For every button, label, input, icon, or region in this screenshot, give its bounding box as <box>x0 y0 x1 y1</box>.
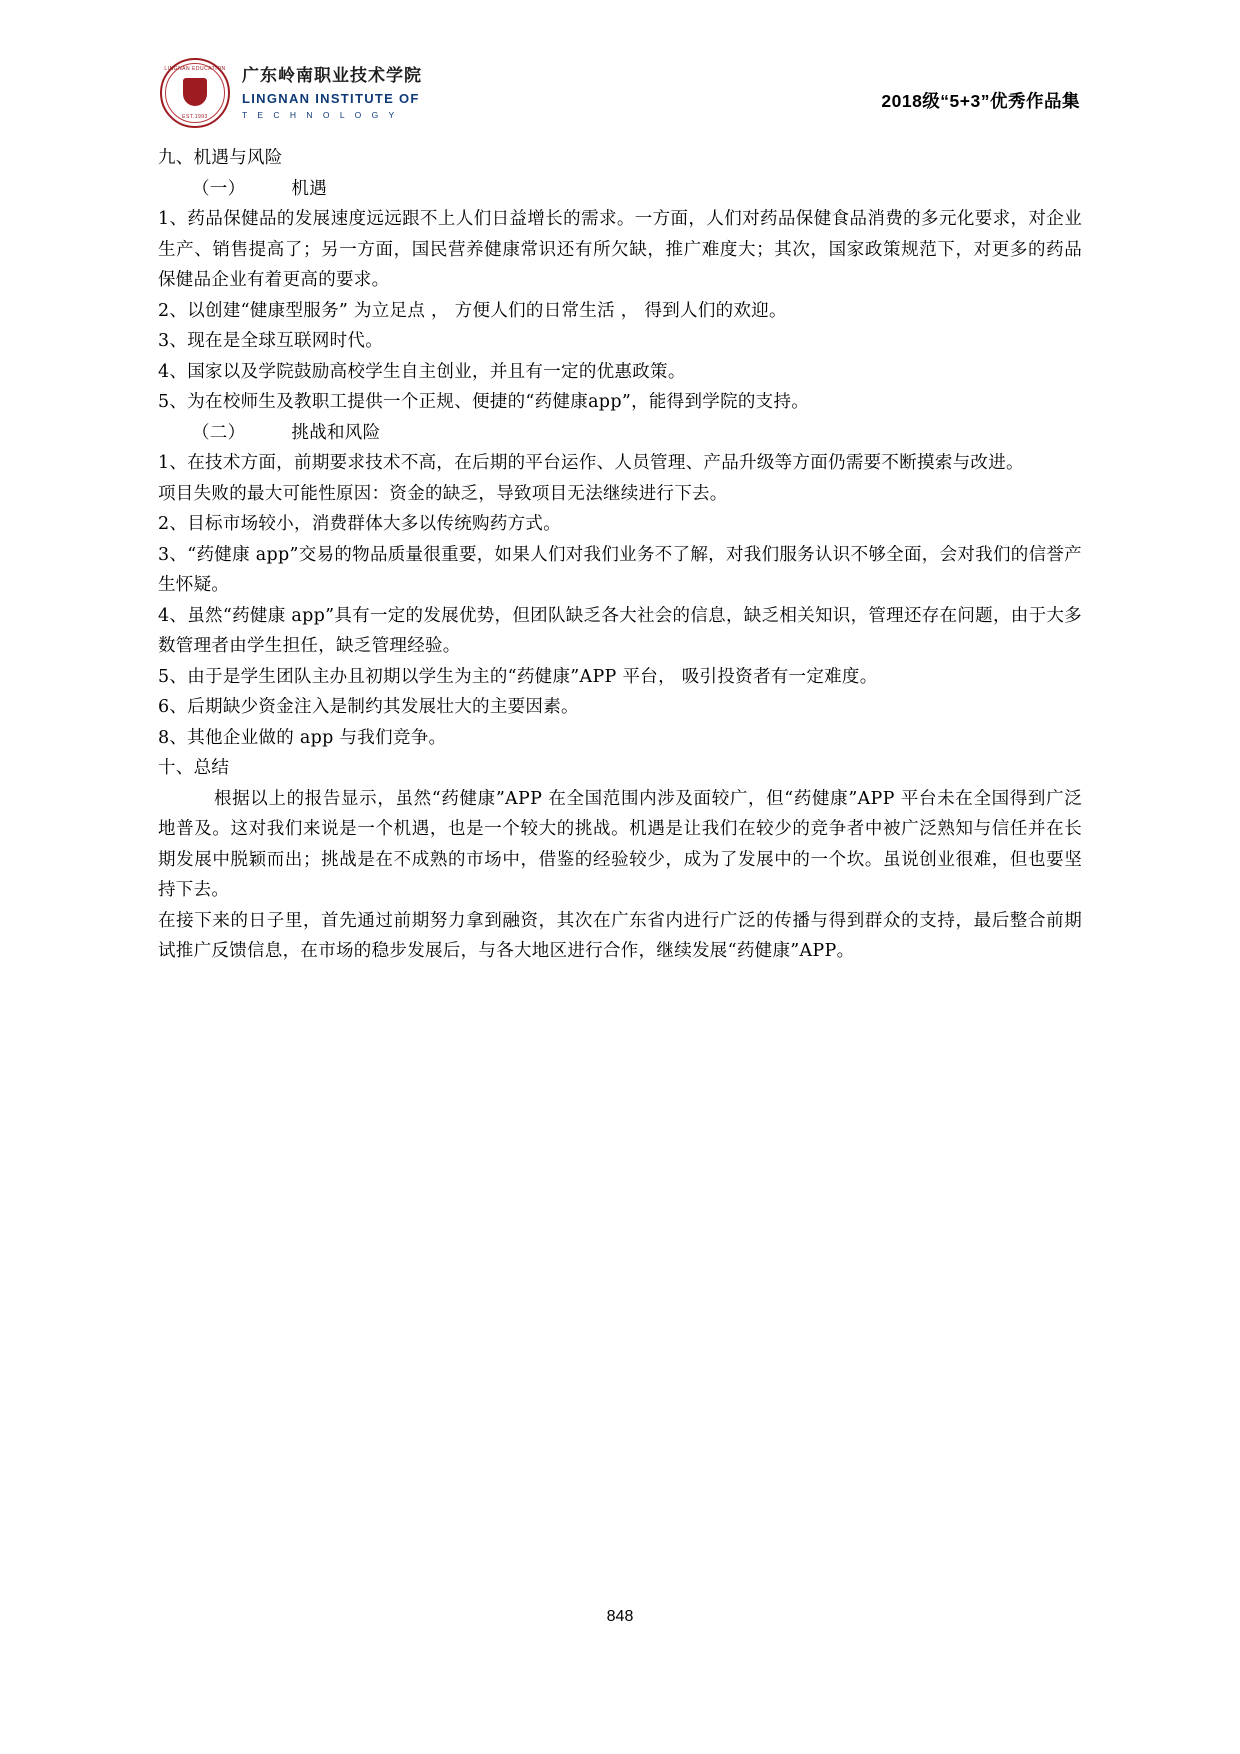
subsection-2-title: 挑战和风险 <box>291 422 381 443</box>
opportunity-item: 4、国家以及学院鼓励高校学生自主创业，并且有一定的优惠政策。 <box>158 361 686 382</box>
subsection-1-label: （一） <box>192 178 246 199</box>
page-number: 848 <box>606 1608 634 1625</box>
subsection-heading-2 <box>158 418 1082 449</box>
seal-bottom-text: EST.1993 <box>182 114 208 120</box>
risk-item: 1、在技术方面，前期要求技术不高，在后期的平台运作、人员管理、产品升级等方面仍需要不断摸索与改进。 <box>158 453 1024 473</box>
section-heading-9: 九、机遇与风险 <box>158 148 283 168</box>
seal-top-text: LINGNAN EDUCATION <box>164 66 226 72</box>
risk-item: 项目失败的最大可能性原因：资金的缺乏，导致项目无法继续进行下去。 <box>158 483 728 504</box>
page-footer <box>0 1608 1240 1626</box>
risk-item: 2、目标市场较小，消费群体大多以传统购药方式。 <box>158 514 562 534</box>
school-seal-icon <box>160 58 230 128</box>
summary-paragraph: 根据以上的报告显示，虽然“药健康”APP 在全国范围内涉及面较广，但“药健康”APP 平台未在全国得到广泛地普及。这对我们来说是一个机遇，也是一个较大的挑战。机遇是让我们在较少的竞争者中被广泛熟知与信任并在长期发展中脱颖而出；挑战是在不成熟的市场中，借鉴的经验较少，成为了发展中的一个坎。虽说创业很难，但也要坚持下去。 <box>158 788 1082 900</box>
opportunity-item: 2、以创建“健康型服务” 为立足点 ， 方便人们的日常生活 ， 得到人们的欢迎。 <box>158 300 787 321</box>
risk-item: 5、由于是学生团队主办且初期以学生为主的“药健康”APP 平台， 吸引投资者有一定难度。 <box>158 666 878 687</box>
school-logo-block <box>160 58 422 128</box>
subsection-heading-1 <box>158 174 1082 205</box>
risk-item: 4、虽然“药健康 app”具有一定的发展优势，但团队缺乏各大社会的信息，缺乏相关知识，管理还存在问题，由于大多数管理者由学生担任，缺乏管理经验。 <box>158 605 1082 656</box>
header-title: 2018级“5+3”优秀作品集 <box>881 91 1080 111</box>
school-name-block <box>242 65 422 120</box>
document-body <box>158 143 1082 967</box>
summary-paragraph: 在接下来的日子里，首先通过前期努力拿到融资，其次在广东省内进行广泛的传播与得到群众的支持，最后整合前期试推广反馈信息，在市场的稳步发展后，与各大地区进行合作，继续发展“药健康”APP。 <box>158 910 1082 961</box>
school-name-en-second-line: T E C H N O L O G Y <box>242 109 399 120</box>
seal-shield-icon <box>183 78 207 106</box>
page-header <box>160 58 1080 128</box>
opportunity-item: 3、现在是全球互联网时代。 <box>158 331 384 351</box>
school-name-cn: 广东岭南职业技术学院 <box>242 66 422 86</box>
risk-item: 3、“药健康 app”交易的物品质量很重要，如果人们对我们业务不了解，对我们服务认识不够全面，会对我们的信誉产生怀疑。 <box>158 544 1082 595</box>
section-heading-10: 十、总结 <box>158 758 230 778</box>
opportunity-item: 5、为在校师生及教职工提供一个正规、便捷的“药健康app”，能得到学院的支持。 <box>158 392 810 412</box>
risk-item: 6、后期缺少资金注入是制约其发展壮大的主要因素。 <box>158 697 579 717</box>
subsection-1-title: 机遇 <box>291 178 328 199</box>
opportunity-item: 1、药品保健品的发展速度远远跟不上人们日益增长的需求。一方面，人们对药品保健食品消费的多元化要求，对企业生产、销售提高了；另一方面，国民营养健康常识还有所欠缺，推广难度大；其次，国家政策规范下，对更多的药品保健品企业有着更高的要求。 <box>158 209 1082 290</box>
school-name-en: LINGNAN INSTITUTE OF <box>242 90 420 106</box>
subsection-2-label: （二） <box>192 422 246 443</box>
risk-item: 8、其他企业做的 app 与我们竞争。 <box>158 727 447 748</box>
